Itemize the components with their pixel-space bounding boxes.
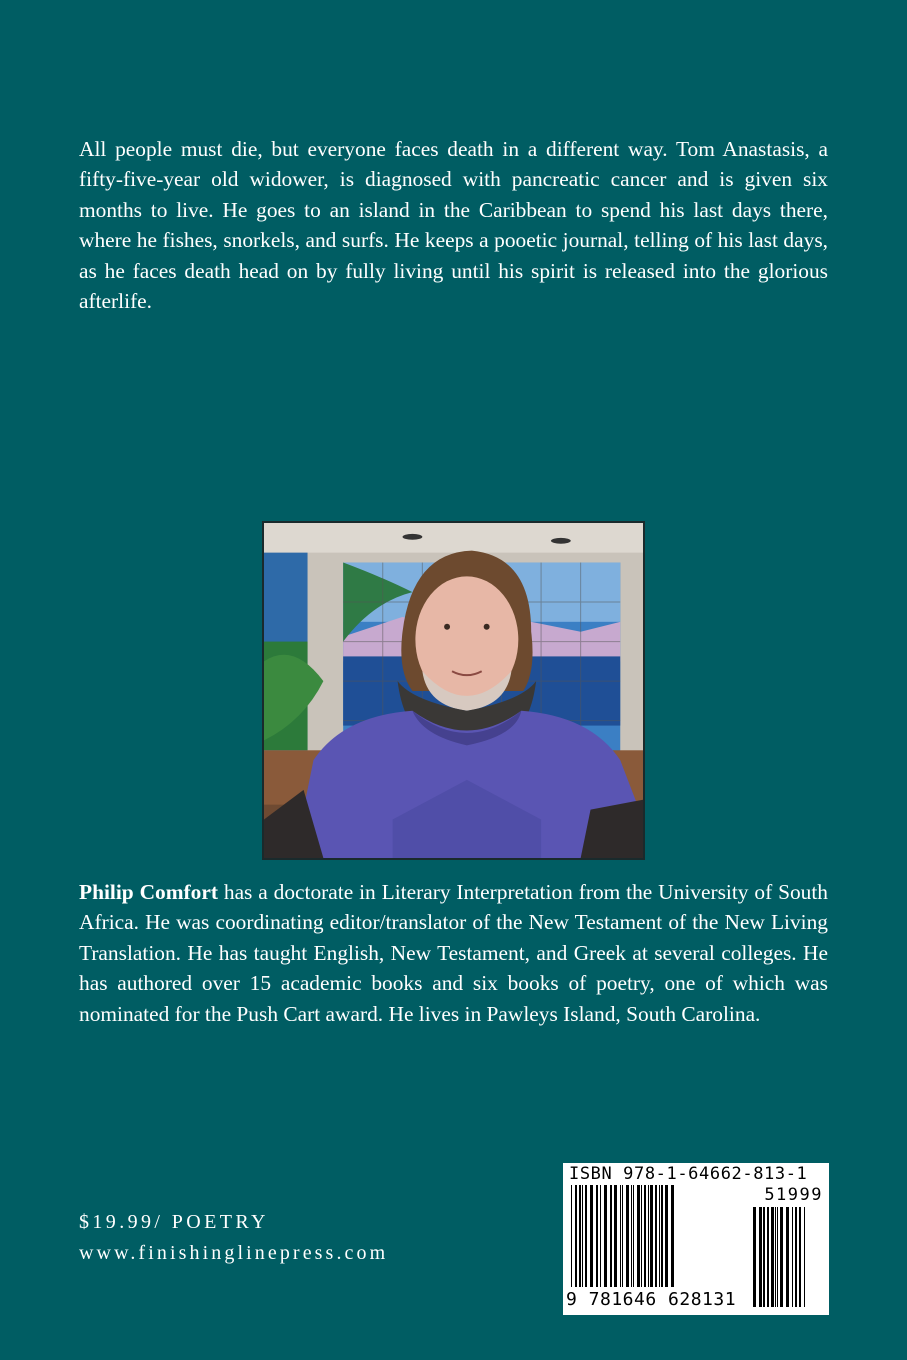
price-addon-bar bbox=[763, 1207, 765, 1307]
barcode-bar bbox=[665, 1185, 668, 1287]
barcode-bar bbox=[579, 1185, 581, 1287]
barcode-bar bbox=[604, 1185, 607, 1287]
back-cover-blurb: All people must die, but everyone faces death in a different way. Tom Anastasis, a fifty-five-year old widower, is diagnosed with pancreatic cancer and is given six months to live. He goes to an island in the Caribbean to spend his last days there, where he fishes, snorkels, and surfs. He keeps a pooetic journal, telling of his last days, as he faces death head on by fully living until his spirit is released into the glorious afterlife. bbox=[79, 137, 828, 314]
author-photo bbox=[262, 521, 645, 860]
price-category: $19.99/ POETRY bbox=[79, 1211, 269, 1233]
publisher-website: www.finishinglinepress.com bbox=[79, 1242, 389, 1264]
ean-digits: 9 781646 628131 bbox=[566, 1289, 737, 1310]
barcode-bar bbox=[648, 1185, 649, 1287]
price-addon-bar bbox=[771, 1207, 774, 1307]
price-addon-bar bbox=[786, 1207, 789, 1307]
price-addon-bar bbox=[780, 1207, 783, 1307]
barcode-bar bbox=[614, 1185, 617, 1287]
price-addon-bar bbox=[775, 1207, 776, 1307]
isbn-barcode bbox=[563, 1163, 829, 1315]
barcode-bar bbox=[571, 1185, 572, 1287]
barcode-bar bbox=[659, 1185, 660, 1287]
barcode-bar bbox=[600, 1185, 601, 1287]
barcode-bar bbox=[661, 1185, 663, 1287]
barcode-bar bbox=[641, 1185, 642, 1287]
barcode-bar bbox=[633, 1185, 634, 1287]
price-addon-bar bbox=[767, 1207, 769, 1307]
barcode-bar bbox=[626, 1185, 629, 1287]
price-addon-bar bbox=[804, 1207, 805, 1307]
author-bio-text: has a doctorate in Literary Interpretation from the University of South Africa. He was coordinating editor/translator of the New Testament of the New Living Translation. He has taught English, New Testament, and Greek at several colleges. He has authored over 15 academic books and six books of poetry, one of which was nominated for the Push Cart award. He lives in Pawleys Island, South Carolina. bbox=[79, 880, 828, 1026]
barcode-bar bbox=[585, 1185, 587, 1287]
barcode-bar bbox=[650, 1185, 653, 1287]
price-addon-bar bbox=[799, 1207, 801, 1307]
author-bio bbox=[79, 877, 828, 1029]
barcode-bar bbox=[610, 1185, 612, 1287]
barcode-bar bbox=[644, 1185, 646, 1287]
barcode-bar bbox=[620, 1185, 621, 1287]
barcode-bar bbox=[575, 1185, 577, 1287]
barcode-bar bbox=[671, 1185, 674, 1287]
price-addon-bar bbox=[753, 1207, 756, 1307]
price-addon-bar bbox=[777, 1207, 778, 1307]
price-code: 51999 bbox=[764, 1185, 823, 1205]
price-addon-bar bbox=[795, 1207, 797, 1307]
barcode-bar bbox=[590, 1185, 593, 1287]
barcode-bar bbox=[596, 1185, 598, 1287]
barcode-bar bbox=[622, 1185, 623, 1287]
barcode-bar bbox=[631, 1185, 632, 1287]
barcode-bar bbox=[655, 1185, 657, 1287]
barcode-bar bbox=[637, 1185, 640, 1287]
price-addon-bar bbox=[759, 1207, 762, 1307]
author-name: Philip Comfort bbox=[79, 880, 218, 904]
isbn-label: ISBN 978-1-64662-813-1 bbox=[569, 1164, 808, 1184]
price-addon-bar bbox=[792, 1207, 793, 1307]
barcode-bar bbox=[582, 1185, 583, 1287]
